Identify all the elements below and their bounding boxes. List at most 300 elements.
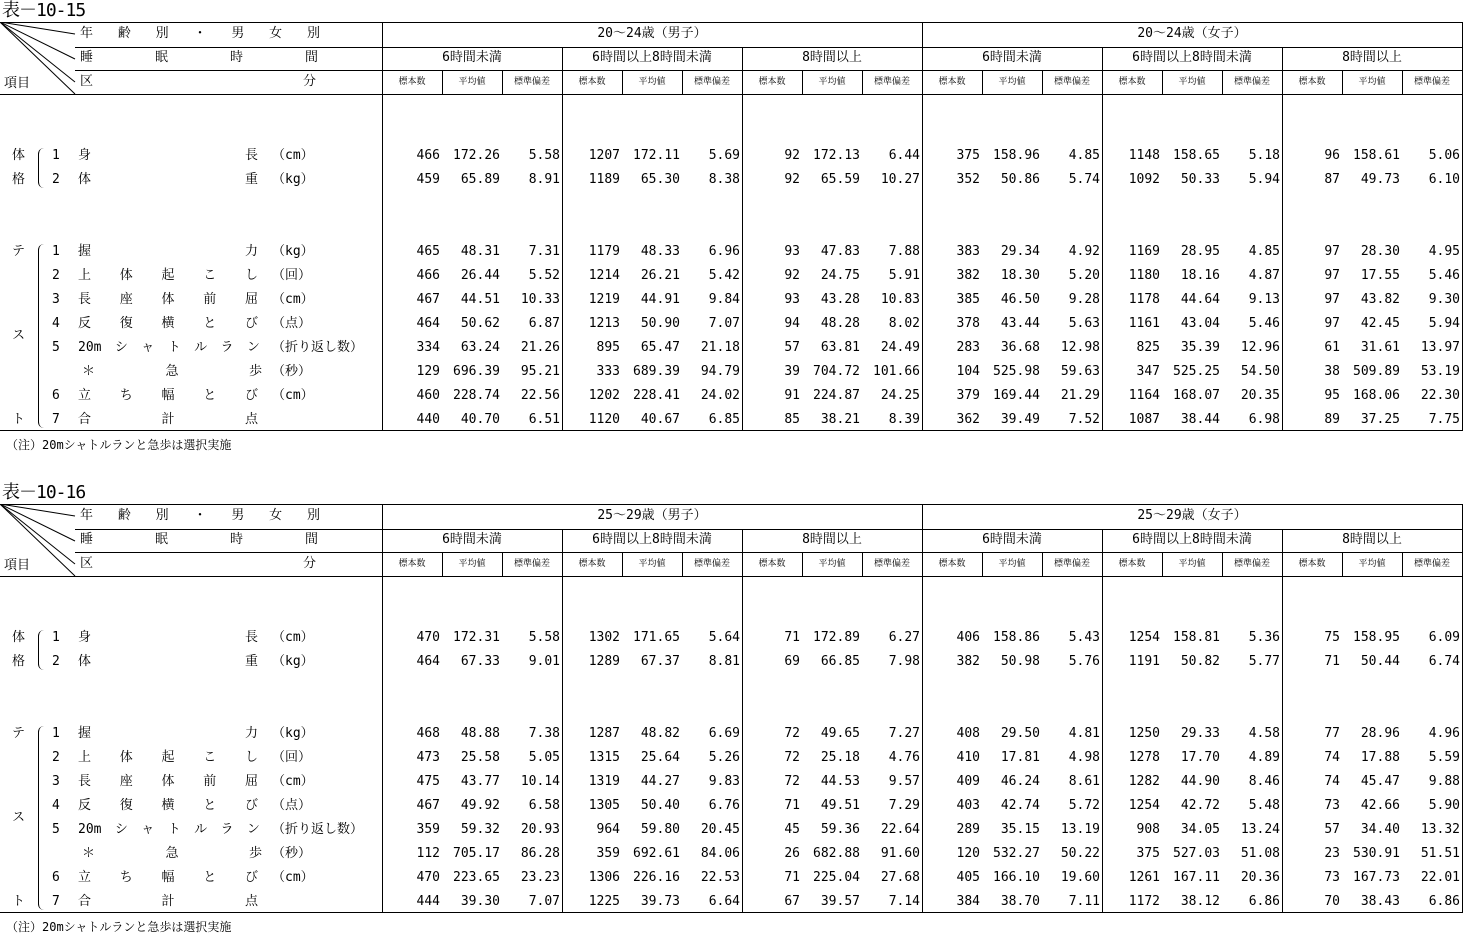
cell-value: 171.65 [633,630,680,645]
cell-value: 93 [784,244,800,259]
cell-value: 5.74 [1068,172,1100,187]
cell-value: 71 [784,630,800,645]
header-item-label: 項目 [4,558,31,573]
cell-value: 49.65 [820,726,860,741]
row-label-char: 復 [119,798,133,813]
cell-value: 101.66 [873,364,920,379]
cell-value: 289 [956,822,980,837]
row-number: 2 [52,750,60,765]
table-row [0,244,1463,260]
cell-value: 4.81 [1068,726,1100,741]
cell-value: 94 [784,316,800,331]
section-name-char: ト [12,412,26,427]
stat-header: 標本数 [1298,559,1326,569]
row-label-char: ル [194,822,208,837]
header-age-sex-label-char: 齢 [117,508,131,523]
header-item-label: 項目 [4,76,31,91]
row-label-char: こ [203,750,217,765]
row-label-char: シ [114,340,128,355]
row-label-char: 長 [78,774,92,789]
cell-value: 383 [956,244,980,259]
row-label-char: ャ [141,822,155,837]
row-number: 6 [52,388,60,403]
cell-value: 9.28 [1068,292,1100,307]
subgroup-header: 6時間未満 [982,532,1042,547]
row-label-char: び [244,870,258,885]
cell-value: 1180 [1128,268,1160,283]
stat-header: 平均値 [1358,77,1386,87]
row-label-char: 起 [161,268,175,283]
stat-header: 標本数 [1298,77,1326,87]
cell-value: 59.63 [1060,364,1100,379]
cell-value: 1254 [1128,630,1160,645]
cell-value: 50.98 [1000,654,1040,669]
cell-value: 57 [1324,822,1340,837]
row-label-char: 体 [161,292,175,307]
row-label-char: 体 [119,268,133,283]
row-label-char: シ [114,822,128,837]
row-label-char: 復 [119,316,133,331]
cell-value: 444 [416,894,440,909]
row-label-char: ト [167,340,181,355]
cell-value: 97 [1324,292,1340,307]
header-sleep-label-char: 眠 [154,50,168,65]
row-label-char: 横 [161,798,175,813]
row-label-char: 重 [244,654,258,669]
cell-value: 1092 [1128,172,1160,187]
row-label-char: 計 [161,412,175,427]
cell-value: 38.70 [1000,894,1040,909]
cell-value: 13.19 [1060,822,1100,837]
header-age-sex-label-char: 男 [231,508,245,523]
cell-value: 75 [1324,630,1340,645]
row-unit: （kg） [272,654,314,669]
cell-value: 6.85 [708,412,740,427]
header-age-sex-label-char: 男 [231,26,245,41]
cell-value: 475 [416,774,440,789]
row-unit: （秒） [272,364,312,379]
cell-value: 50.86 [1000,172,1040,187]
stat-header: 標準偏差 [1233,77,1270,87]
subgroup-header: 6時間未満 [982,50,1042,65]
row-label-char: と [203,870,217,885]
row-label-char: び [244,388,258,403]
header-age-sex-label-char: ・ [193,508,207,523]
cell-value: 347 [1136,364,1160,379]
row-label-char: 幅 [161,388,175,403]
cell-value: 406 [956,630,980,645]
header-age-sex-label-char: 齢 [117,26,131,41]
header-age-sex-label-char: 女 [269,26,283,41]
row-label [78,774,258,790]
cell-value: 89 [1324,412,1340,427]
subgroup-header: 8時間以上 [1342,532,1402,547]
cell-value: 5.76 [1068,654,1100,669]
table-title: 表－10-16 [2,482,86,503]
cell-value: 73 [1324,798,1340,813]
cell-value: 69 [784,654,800,669]
row-label-char: 身 [78,148,92,163]
cell-value: 46.24 [1000,774,1040,789]
cell-value: 38.43 [1360,894,1400,909]
subgroup-header: 8時間以上 [802,50,862,65]
cell-value: 5.20 [1068,268,1100,283]
cell-value: 25.64 [640,750,680,765]
row-number: 5 [52,822,60,837]
cell-value: 35.39 [1180,340,1220,355]
cell-value: 67 [784,894,800,909]
row-label [78,388,258,404]
header-sleep-label-char: 睡 [80,50,94,65]
cell-value: 57 [784,340,800,355]
stat-header: 平均値 [998,77,1026,87]
cell-value: 65.59 [820,172,860,187]
cell-value: 42.45 [1360,316,1400,331]
row-label-char: ト [167,822,181,837]
cell-value: 95 [1324,388,1340,403]
row-label-char: し [244,750,258,765]
cell-value: 97 [1324,244,1340,259]
cell-value: 51.08 [1240,846,1280,861]
cell-value: 13.97 [1420,340,1460,355]
stat-header: 平均値 [818,77,846,87]
cell-value: 158.65 [1173,148,1220,163]
cell-value: 8.02 [888,316,920,331]
row-label [78,750,258,766]
cell-value: 4.98 [1068,750,1100,765]
row-unit: （回） [272,750,312,765]
row-unit: （kg） [272,726,314,741]
group-header: 25～29歳（男子） [597,508,707,523]
cell-value: 5.46 [1428,268,1460,283]
cell-value: 1254 [1128,798,1160,813]
cell-value: 28.95 [1180,244,1220,259]
cell-value: 39 [784,364,800,379]
cell-value: 172.26 [453,148,500,163]
cell-value: 9.30 [1428,292,1460,307]
cell-value: 4.85 [1068,148,1100,163]
row-unit: （点） [272,798,312,813]
row-label-char: 前 [203,774,217,789]
cell-value: 42.66 [1360,798,1400,813]
row-label [78,822,260,838]
cell-value: 13.32 [1420,822,1460,837]
cell-value: 18.30 [1000,268,1040,283]
header-age-sex-label-char: 別 [155,26,169,41]
table-row [0,268,1463,284]
cell-value: 51.51 [1420,846,1460,861]
cell-value: 48.33 [640,244,680,259]
cell-value: 97 [1324,316,1340,331]
cell-value: 440 [416,412,440,427]
cell-value: 39.57 [820,894,860,909]
row-unit: （cm） [272,148,314,163]
cell-value: 65.47 [640,340,680,355]
cell-value: 6.98 [1248,412,1280,427]
cell-value: 35.15 [1000,822,1040,837]
cell-value: 34.40 [1360,822,1400,837]
row-label-char: ン [246,822,260,837]
table-row [0,388,1463,404]
cell-value: 7.27 [888,726,920,741]
cell-value: 408 [956,726,980,741]
cell-value: 7.31 [528,244,560,259]
cell-value: 95.21 [520,364,560,379]
cell-value: 63.81 [820,340,860,355]
data-table [0,22,1463,428]
cell-value: 9.01 [528,654,560,669]
stat-header: 標準偏差 [513,559,550,569]
cell-value: 17.88 [1360,750,1400,765]
cell-value: 223.65 [453,870,500,885]
row-number: 1 [52,244,60,259]
stat-header: 標準偏差 [873,559,910,569]
cell-value: 403 [956,798,980,813]
cell-value: 5.58 [528,630,560,645]
cell-value: 72 [784,750,800,765]
row-label-char: 体 [161,774,175,789]
row-label-char: 点 [244,894,258,909]
cell-value: 19.60 [1060,870,1100,885]
cell-value: 1172 [1128,894,1160,909]
cell-value: 92 [784,268,800,283]
row-label-char: 長 [244,148,258,163]
stat-header: 標本数 [1118,559,1146,569]
cell-value: 172.31 [453,630,500,645]
cell-value: 59.32 [460,822,500,837]
cell-value: 1207 [588,148,620,163]
cell-value: 6.44 [888,148,920,163]
header-sleep-label-char: 間 [304,50,318,65]
row-number: 2 [52,268,60,283]
cell-value: 20.45 [700,822,740,837]
cell-value: 384 [956,894,980,909]
section-name-char: ス [12,328,26,343]
table-row [0,292,1463,308]
cell-value: 333 [596,364,620,379]
cell-value: 112 [416,846,440,861]
cell-value: 94.79 [700,364,740,379]
row-label [78,894,258,910]
cell-value: 9.84 [708,292,740,307]
cell-value: 8.38 [708,172,740,187]
header-sleep-label-char: 睡 [80,532,94,547]
cell-value: 87 [1324,172,1340,187]
subgroup-header: 6時間未満 [442,532,502,547]
row-label [78,412,258,428]
cell-value: 40.70 [460,412,500,427]
cell-value: 39.30 [460,894,500,909]
cell-value: 224.87 [813,388,860,403]
cell-value: 5.64 [708,630,740,645]
cell-value: 71 [784,870,800,885]
row-label-char: 握 [78,244,92,259]
section-name-char: 体 [12,630,26,645]
header-age-sex-label-char: 別 [306,508,320,523]
table-row [0,726,1463,742]
table-row [0,148,1463,164]
header-sleep-label [80,532,318,548]
cell-value: 704.72 [813,364,860,379]
cell-value: 1214 [588,268,620,283]
row-label-char: 合 [78,412,92,427]
cell-value: 21.26 [520,340,560,355]
cell-value: 86.28 [520,846,560,861]
cell-value: 6.09 [1428,630,1460,645]
stat-header: 標本数 [398,77,426,87]
row-label [78,172,258,188]
cell-value: 7.88 [888,244,920,259]
cell-value: 1087 [1128,412,1160,427]
cell-value: 49.51 [820,798,860,813]
row-label-char: 合 [78,894,92,909]
cell-value: 1261 [1128,870,1160,885]
cell-value: 5.63 [1068,316,1100,331]
cell-value: 45.47 [1360,774,1400,789]
data-table [0,504,1463,910]
cell-value: 31.61 [1360,340,1400,355]
table-row [0,798,1463,814]
row-unit: （cm） [272,292,314,307]
cell-value: 84.06 [700,846,740,861]
cell-value: 22.01 [1420,870,1460,885]
row-label [78,316,258,332]
cell-value: 5.06 [1428,148,1460,163]
cell-value: 1189 [588,172,620,187]
cell-value: 92 [784,172,800,187]
cell-value: 43.04 [1180,316,1220,331]
cell-value: 1179 [588,244,620,259]
row-label-char: こ [203,268,217,283]
stat-header: 標本数 [578,559,606,569]
row-label-char: 歩 [248,846,262,861]
row-label-char: 急 [165,846,179,861]
row-unit: （点） [272,316,312,331]
subgroup-header: 8時間以上 [1342,50,1402,65]
cell-value: 375 [956,148,980,163]
cell-value: 692.61 [633,846,680,861]
cell-value: 6.86 [1428,894,1460,909]
cell-value: 908 [1136,822,1160,837]
section-name-char: 格 [12,172,26,187]
cell-value: 5.59 [1428,750,1460,765]
row-unit: （折り返し数） [272,340,364,355]
cell-value: 8.39 [888,412,920,427]
cell-value: 4.58 [1248,726,1280,741]
cell-value: 334 [416,340,440,355]
cell-value: 20.36 [1240,870,1280,885]
row-label-char: 屈 [244,774,258,789]
row-label-char: 力 [244,244,258,259]
cell-value: 375 [1136,846,1160,861]
cell-value: 72 [784,726,800,741]
stat-header: 平均値 [1178,77,1206,87]
cell-value: 50.40 [640,798,680,813]
cell-value: 93 [784,292,800,307]
cell-value: 467 [416,798,440,813]
row-unit: （秒） [272,846,312,861]
cell-value: 5.69 [708,148,740,163]
row-label-char: 体 [119,750,133,765]
cell-value: 382 [956,268,980,283]
cell-value: 43.44 [1000,316,1040,331]
cell-value: 1319 [588,774,620,789]
row-label-char: ラ [220,340,234,355]
cell-value: 21.29 [1060,388,1100,403]
cell-value: 72 [784,774,800,789]
row-label [78,244,258,260]
row-unit: （kg） [272,172,314,187]
row-unit: （折り返し数） [272,822,364,837]
cell-value: 18.16 [1180,268,1220,283]
row-number: 7 [52,894,60,909]
cell-value: 1178 [1128,292,1160,307]
cell-value: 59.36 [820,822,860,837]
cell-value: 1250 [1128,726,1160,741]
cell-value: 352 [956,172,980,187]
cell-value: 44.90 [1180,774,1220,789]
row-label-char: 体 [78,654,92,669]
cell-value: 34.05 [1180,822,1220,837]
stat-header: 平均値 [458,559,486,569]
cell-value: 39.73 [640,894,680,909]
cell-value: 467 [416,292,440,307]
row-label-char: 立 [78,870,92,885]
cell-value: 5.77 [1248,654,1280,669]
cell-value: 25.18 [820,750,860,765]
cell-value: 460 [416,388,440,403]
row-label-char: 反 [78,798,92,813]
table-row [0,630,1463,646]
cell-value: 825 [1136,340,1160,355]
cell-value: 378 [956,316,980,331]
section-name-char: ス [12,810,26,825]
row-label-char: ＊ [82,846,96,861]
cell-value: 525.98 [993,364,1040,379]
cell-value: 50.90 [640,316,680,331]
cell-value: 6.69 [708,726,740,741]
cell-value: 8.91 [528,172,560,187]
cell-value: 28.96 [1360,726,1400,741]
cell-value: 527.03 [1173,846,1220,861]
row-label-char: ち [119,870,133,885]
cell-value: 42.72 [1180,798,1220,813]
cell-value: 67.37 [640,654,680,669]
row-label-char: 起 [161,750,175,765]
cell-value: 5.94 [1248,172,1280,187]
table-title: 表－10-15 [2,0,86,21]
row-number: 4 [52,798,60,813]
stat-header: 標本数 [938,559,966,569]
stat-header: 標本数 [398,559,426,569]
cell-value: 59.80 [640,822,680,837]
cell-value: 172.89 [813,630,860,645]
row-label-char: 座 [119,292,133,307]
table-row [0,340,1463,356]
table-row [0,894,1463,910]
cell-value: 29.34 [1000,244,1040,259]
cell-value: 5.43 [1068,630,1100,645]
cell-value: 50.44 [1360,654,1400,669]
cell-value: 29.33 [1180,726,1220,741]
cell-value: 24.49 [880,340,920,355]
cell-value: 8.61 [1068,774,1100,789]
row-number: 2 [52,172,60,187]
cell-value: 362 [956,412,980,427]
cell-value: 464 [416,654,440,669]
cell-value: 22.30 [1420,388,1460,403]
cell-value: 50.62 [460,316,500,331]
